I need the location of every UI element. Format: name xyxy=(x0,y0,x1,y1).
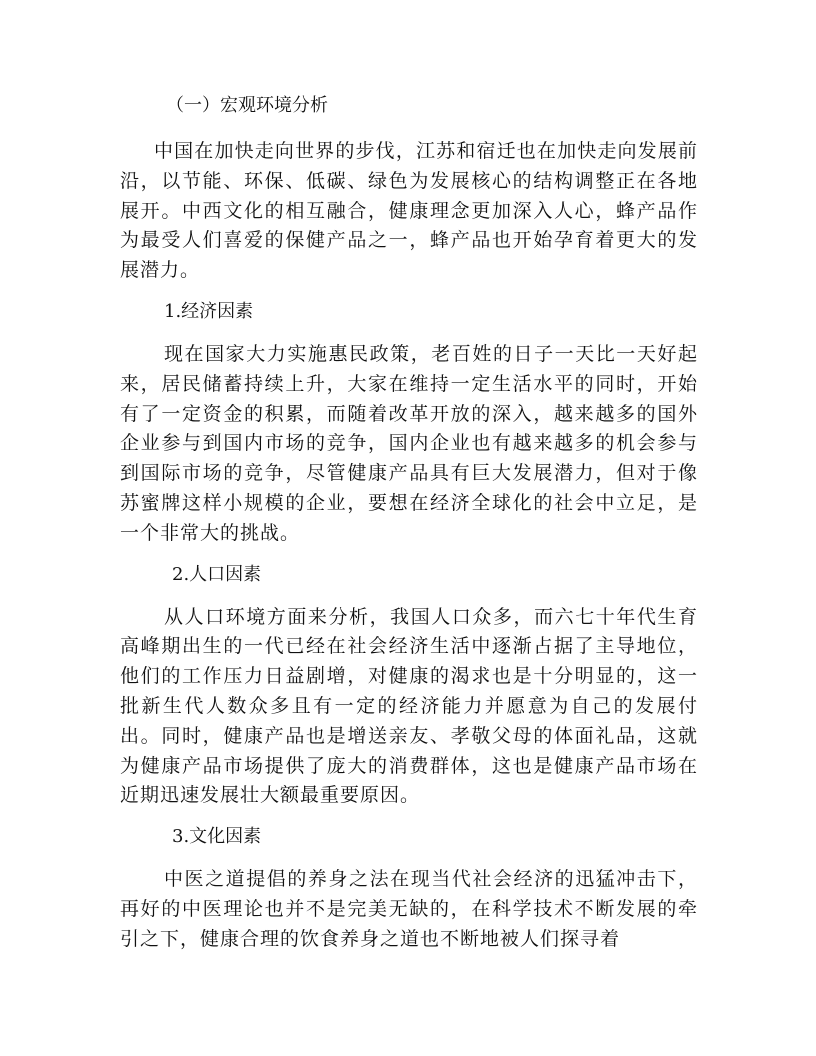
section-title: （一）宏观环境分析 xyxy=(166,95,328,116)
paragraph-culture: 中医之道提倡的养身之法在现当代社会经济的迅猛冲击下，再好的中医理论也并不是完美无缺的，在科学技术不断发展的牵引之下，健康合理的饮食养身之道也不断地被人们探寻着 xyxy=(120,868,698,950)
subsection-title-economic: 1.经济因素 xyxy=(164,300,254,322)
paragraph-population: 从人口环境方面来分析，我国人口众多，而六七十年代生育高峰期出生的一代已经在社会经济生活中逐渐占据了主导地位，他们的工作压力日益剧增，对健康的渴求也是十分明显的，这一批新生代人数众多且有一定的经济能力并愿意为自己的发展付出。同时，健康产品也是增送亲友、孝敬父母的体面礼品，这就为健康产品市场提供了庞大的消费群体，这也是健康产品市场在近期迅速发展壮大额最重要原因。 xyxy=(120,605,698,807)
document-page xyxy=(120,90,698,955)
paragraph-economic: 现在国家大力实施惠民政策，老百姓的日子一天比一天好起来，居民储蓄持续上升，大家在维持一定生活水平的同时，开始有了一定资金的积累，而随着改革开放的深入，越来越多的国外企业参与到国内市场的竞争，国内企业也有越来越多的机会参与到国际市场的竞争，尽管健康产品具有巨大发展潜力，但对于像苏蜜牌这样小规模的企业，要想在经济全球化的社会中立足，是一个非常大的挑战。 xyxy=(120,342,698,544)
intro-paragraph: 中国在加快走向世界的步伐，江苏和宿迁也在加快走向发展前沿，以节能、环保、低碳、绿色为发展核心的结构调整正在各地展开。中西文化的相互融合，健康理念更加深入人心，蜂产品作为最受人们喜爱的保健产品之一，蜂产品也开始孕育着更大的发展潜力。 xyxy=(120,140,698,282)
subsection-title-population: 2.人口因素 xyxy=(172,563,262,585)
subsection-title-culture: 3.文化因素 xyxy=(172,826,262,848)
